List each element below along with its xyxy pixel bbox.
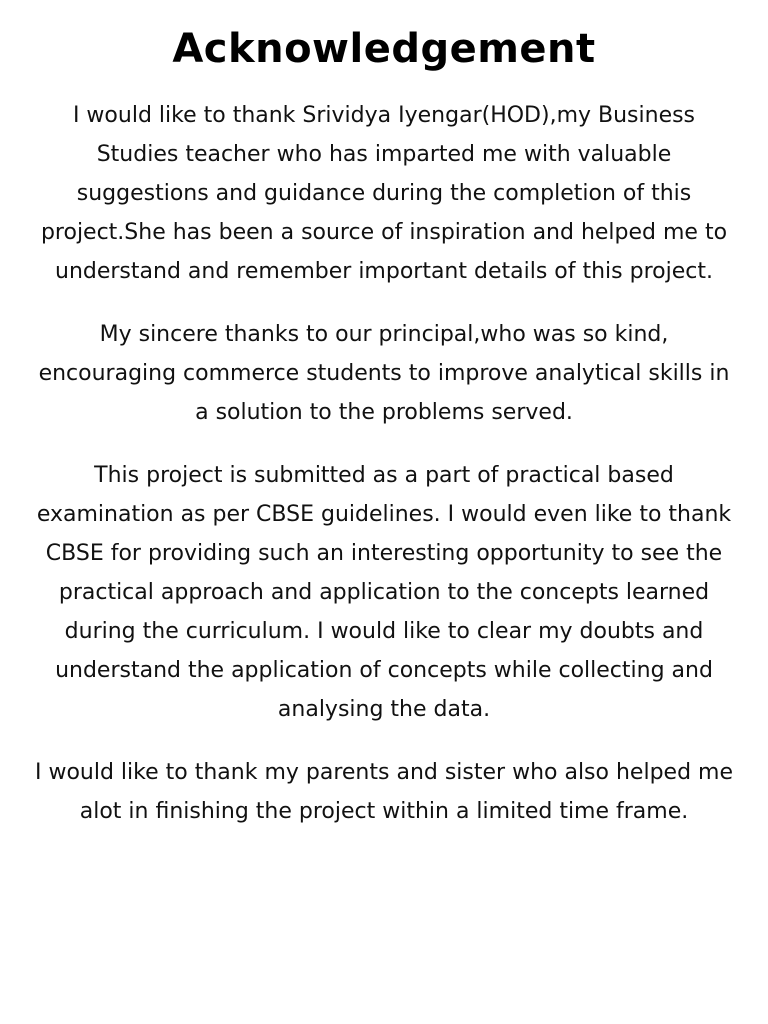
page-title: Acknowledgement	[172, 26, 596, 72]
paragraph-family-thanks: I would like to thank my parents and sister who also helped me alot in finishing the project within a limited time frame.	[34, 760, 733, 824]
paragraph-teacher-thanks: I would like to thank Srividya Iyengar(HOD),my Business Studies teacher who has imparted me with valuable suggestions and guidance during the completion of this project.She has been a source of inspiration and helped me to understand and remember important details of this project.	[40, 103, 728, 284]
paragraph-principal-thanks: My sincere thanks to our principal,who was so kind, encouraging commerce students to improve analytical skills in a solution to the problems served.	[38, 322, 730, 425]
paragraph-cbse-thanks: This project is submitted as a part of practical based examination as per CBSE guidelines. I would even like to thank CBSE for providing such an interesting opportunity to see the practical approach and application to the concepts learned during the curriculum. I would like to clear my doubts and understand the application of concepts while collecting and analysing the data.	[36, 463, 732, 722]
